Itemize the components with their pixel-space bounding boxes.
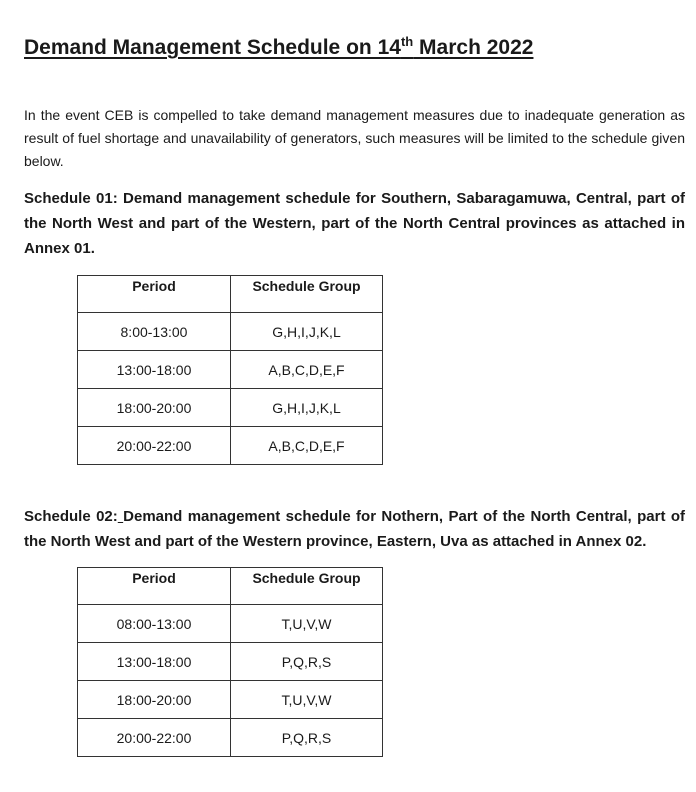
group-cell: A,B,C,D,E,F (231, 351, 383, 389)
period-cell: 18:00-20:00 (78, 389, 231, 427)
table-row (78, 605, 383, 643)
page-title (24, 36, 533, 60)
table-header-row (78, 276, 383, 313)
column-header-period: Period (78, 276, 231, 313)
table-row (78, 681, 383, 719)
table-row (78, 313, 383, 351)
group-cell: P,Q,R,S (231, 719, 383, 757)
table-row (78, 643, 383, 681)
group-cell: T,U,V,W (231, 681, 383, 719)
group-cell: P,Q,R,S (231, 643, 383, 681)
schedule-01-heading (24, 186, 685, 261)
column-header-schedule-group: Schedule Group (231, 568, 383, 605)
period-cell: 08:00-13:00 (78, 605, 231, 643)
schedule-02-table (77, 567, 383, 757)
schedule-01-table (77, 275, 383, 465)
title-tail: March 2022 (413, 36, 534, 59)
table-row (78, 351, 383, 389)
period-cell: 8:00-13:00 (78, 313, 231, 351)
table-row (78, 719, 383, 757)
schedule-02-label: Schedule 02: (24, 508, 118, 525)
table-row (78, 427, 383, 465)
schedule-01-label: Schedule 01: (24, 190, 118, 207)
period-cell: 13:00-18:00 (78, 351, 231, 389)
title-main: Demand Management Schedule on 14 (24, 36, 401, 59)
column-header-period: Period (78, 568, 231, 605)
schedule-02-description: Demand management schedule for Nothern, Part of the North Central, part of the North West and part of the Western province, Eastern, Uva as attached in Annex 02. (24, 508, 685, 550)
title-superscript: th (400, 34, 414, 49)
period-cell: 18:00-20:00 (78, 681, 231, 719)
schedule-02-heading (24, 504, 685, 554)
table-header-row (78, 568, 383, 605)
group-cell: G,H,I,J,K,L (231, 389, 383, 427)
period-cell: 20:00-22:00 (78, 427, 231, 465)
group-cell: T,U,V,W (231, 605, 383, 643)
group-cell: G,H,I,J,K,L (231, 313, 383, 351)
schedule-01-description: Demand management schedule for Southern, Sabaragamuwa, Central, part of the North West and part of the Western, part of the North Central provinces as attached in Annex 01. (24, 190, 685, 257)
period-cell: 13:00-18:00 (78, 643, 231, 681)
period-cell: 20:00-22:00 (78, 719, 231, 757)
table-row (78, 389, 383, 427)
intro-paragraph: In the event CEB is compelled to take demand management measures due to inadequate generation as result of fuel shortage and unavailability of generators, such measures will be limited to the schedule given below. (24, 107, 685, 169)
column-header-schedule-group: Schedule Group (231, 276, 383, 313)
group-cell: A,B,C,D,E,F (231, 427, 383, 465)
